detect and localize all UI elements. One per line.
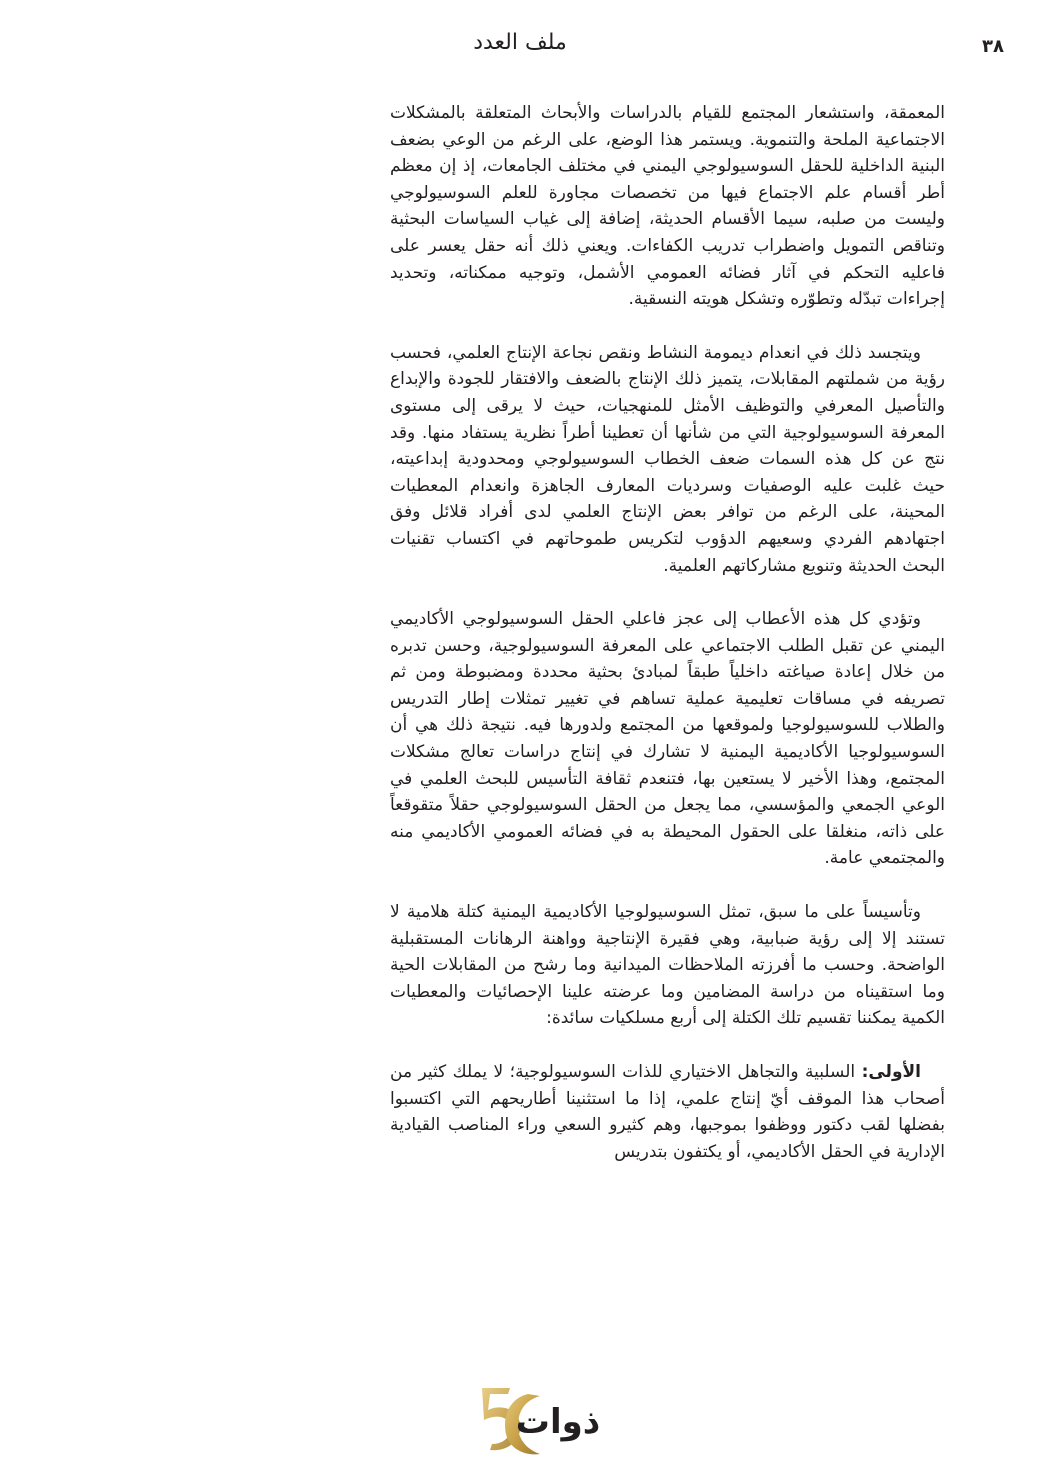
paragraph-5-text: السلبية والتجاهل الاختياري للذات السوسيولوجية؛ لا يملك كثير من أصحاب هذا الموقف أيّ إنتاج علمي، إذا ما استثنينا أطاريحهم التي اكتسبوا بفضلها لقب دكتور ووظفوا بموجبها، وهم كثيرو السعي وراء المناصب القيادية الإدارية في الحقل الأكاديمي، أو يكتفون بتدريس (390, 1062, 945, 1162)
page-header (0, 30, 1040, 66)
dhawat-logo (470, 1380, 610, 1460)
paragraph-2 (390, 340, 945, 579)
paragraph-1 (390, 100, 945, 313)
paragraph-5-lead: الأولى: (861, 1062, 921, 1082)
article-body (390, 100, 945, 1192)
paragraph-5 (390, 1059, 945, 1165)
logo-text: ذوات (515, 1402, 601, 1442)
page-number: ٣٨ (982, 36, 1004, 57)
paragraph-3-text: وتؤدي كل هذه الأعطاب إلى عجز فاعلي الحقل السوسيولوجي الأكاديمي اليمني عن تقبل الطلب الاجتماعي على المعرفة السوسيولوجية، وحسن تدبره من خلال إعادة صياغته داخلياً طبقاً لمبادئ بحثية محددة ومضبوطة ومن ثم تصريفه في مساقات تعليمية عملية تساهم في تغيير تمثلات إطار التدريس والطلاب للسوسيولوجيا ولموقعها من المجتمع ولدورها فيه. نتيجة ذلك هي أن السوسيولوجيا الأكاديمية اليمنية لا تشارك في إنتاج دراسات تعالج مشكلات المجتمع، وهذا الأخير لا يستعين بها، فتنعدم ثقافة التأسيس للبحث العلمي في الوعي الجمعي والمؤسسي، مما يجعل من الحقل السوسيولوجي حقلاً متقوقعاً على ذاته، منغلقا على الحقول المحيطة به في فضائه العمومي الأكاديمي منه والمجتمعي عامة. (390, 609, 945, 869)
paragraph-2-text: ويتجسد ذلك في انعدام ديمومة النشاط ونقص نجاعة الإنتاج العلمي، فحسب رؤية من شملتهم المقابلات، يتميز ذلك الإنتاج بالضعف والافتقار للجودة والإبداع والتأصيل المعرفي والتوظيف الأمثل للمنهجيات، حيث لا يرقى إلى مستوى المعرفة السوسيولوجية التي من شأنها أن تعطينا أطراً نظرية يستفاد منها. وقد نتج عن كل هذه السمات ضعف الخطاب السوسيولوجي ومحدودية إبداعيته، حيث غلبت عليه الوصفيات وسرديات المعارف الجاهزة وانعدام المعطيات المحينة، على الرغم من توافر بعض الإنتاج العلمي لدى أفراد قلائل وفق اجتهادهم الفردي وسعيهم الدؤوب لتكريس طموحاتهم في اكتساب تقنيات البحث الحديثة وتنويع مشاركاتهم العلمية. (390, 342, 945, 576)
paragraph-4-text: وتأسيساً على ما سبق، تمثل السوسيولوجيا الأكاديمية اليمنية كتلة هلامية لا تستند إلا إلى رؤية ضبابية، وهي فقيرة الإنتاجية وواهنة الرهانات المستقبلية الواضحة. وحسب ما أفرزته الملاحظات الميدانية وما رشح من المقابلات الحية وما استقيناه من دراسة المضامين وما عرضته علينا الإحصائيات والمعطيات الكمية يمكننا تقسيم تلك الكتلة إلى أربع مسلكيات سائدة: (390, 902, 945, 1029)
paragraph-3 (390, 606, 945, 872)
section-title: ملف العدد (473, 30, 567, 55)
paragraph-4 (390, 899, 945, 1032)
paragraph-1-text: المعمقة، واستشعار المجتمع للقيام بالدراسات والأبحاث المتعلقة بالمشكلات الاجتماعية الملحة والتنموية. ويستمر هذا الوضع، على الرغم من الوعي بضعف البنية الداخلية للحقل السوسيولوجي اليمني في مختلف الجامعات، إذ إن معظم أطر أقسام علم الاجتماع فيها من تخصصات مجاورة للعلم السوسيولوجي وليست من صلبه، سيما الأقسام الحديثة، إضافة إلى غياب السياسات البحثية وتناقص التمويل واضطراب تدريب الكفاءات. ويعني ذلك أنه حقل يعسر على فاعليه التحكم في آثار فضائه العمومي الأشمل، وتوجيه ممكناته، وتحديد إجراءات تبدّله وتطوّره وتشكل هويته النسقية. (390, 103, 945, 310)
